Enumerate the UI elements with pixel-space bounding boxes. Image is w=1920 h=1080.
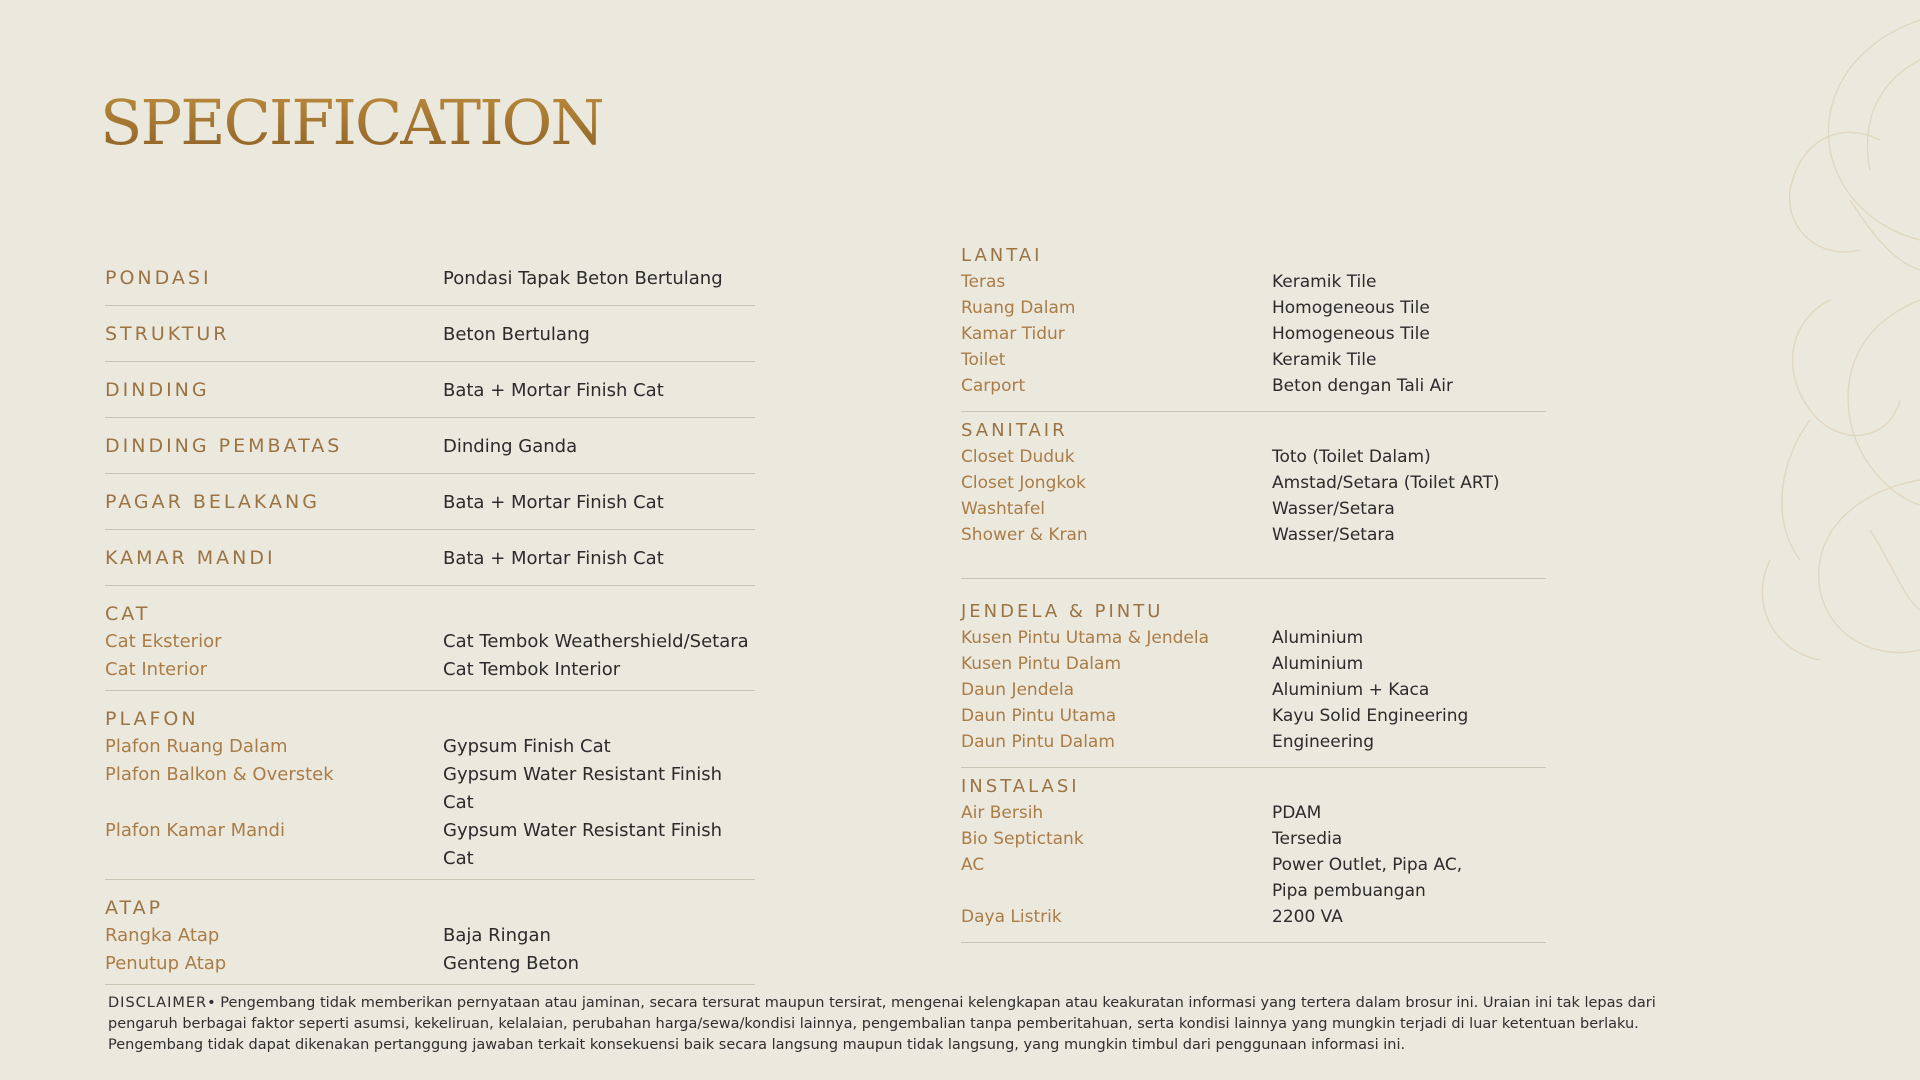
- spec-label: Plafon Kamar Mandi: [105, 820, 285, 841]
- spec-column-right: [961, 243, 1546, 943]
- spec-label: Cat Interior: [105, 659, 208, 680]
- spec-label: PAGAR BELAKANG: [105, 491, 320, 513]
- spec-value: Genteng Beton: [443, 953, 580, 974]
- spec-value: Aluminium: [1272, 628, 1364, 648]
- spec-label: Rangka Atap: [105, 925, 220, 946]
- spec-value: Cat Tembok Weathershield/Setara: [443, 631, 749, 652]
- spec-value: Keramik Tile: [1272, 350, 1377, 370]
- spec-group-sanitair: [961, 412, 1546, 579]
- spec-value: Gypsum Finish Cat: [443, 736, 611, 757]
- spec-label: DINDING PEMBATAS: [105, 435, 343, 457]
- disclaimer-label: DISCLAIMER: [108, 995, 208, 1011]
- spec-group-atap: [105, 880, 755, 985]
- spec-value: Bata + Mortar Finish Cat: [443, 380, 664, 401]
- spec-label: Teras: [961, 272, 1006, 292]
- spec-value: Keramik Tile: [1272, 272, 1377, 292]
- spec-label: Toilet: [961, 350, 1006, 370]
- page-title: SPECIFICATION: [100, 86, 603, 159]
- spec-value: Homogeneous Tile: [1272, 324, 1430, 344]
- spec-row: [105, 474, 755, 530]
- spec-row: [105, 306, 755, 362]
- spec-label: Closet Duduk: [961, 447, 1075, 467]
- spec-label: Daya Listrik: [961, 907, 1062, 927]
- spec-label: DINDING: [105, 379, 210, 401]
- spec-value: Toto (Toilet Dalam): [1272, 447, 1431, 467]
- spec-group-title: ATAP: [105, 897, 164, 919]
- spec-group-jendela-pintu: [961, 579, 1546, 768]
- spec-label: KAMAR MANDI: [105, 547, 276, 569]
- spec-column-left: [105, 250, 755, 985]
- spec-label: Air Bersih: [961, 803, 1044, 823]
- spec-label: STRUKTUR: [105, 323, 230, 345]
- spec-value: Homogeneous Tile: [1272, 298, 1430, 318]
- spec-label: Ruang Dalam: [961, 298, 1076, 318]
- spec-value: Kayu Solid Engineering: [1272, 706, 1469, 726]
- spec-label: Kusen Pintu Utama & Jendela: [961, 628, 1209, 648]
- spec-value: Engineering: [1272, 732, 1374, 752]
- spec-value: Tersedia: [1272, 829, 1343, 849]
- spec-label: Plafon Ruang Dalam: [105, 736, 288, 757]
- spec-value: 2200 VA: [1272, 907, 1343, 927]
- disclaimer: DISCLAIMER• Pengembang tidak memberikan pernyataan atau jaminan, secara tersurat maupun tersirat, mengenai kelengkapan atau keakuratan informasi yang tertera dalam brosur ini. Uraian ini tak lepas dari pengaruh berbagai faktor seperti asumsi, kekeliruan, kelalaian, perubahan harga/sewa/kondisi lainnya, pengembalian tanpa pemberitahuan, serta kondisi lainnya yang mungkin terjadi di luar ketentuan berlaku. Pengembang tidak dapat dikenakan pertanggung jawaban terkait konsekuensi baik secara langsung maupun tidak langsung, yang mungkin timbul dari penggunaan informasi ini.: [108, 995, 1656, 1053]
- spec-value: Beton dengan Tali Air: [1272, 376, 1453, 396]
- spec-value: Amstad/Setara (Toilet ART): [1272, 473, 1500, 493]
- floral-decoration-icon: [1620, 0, 1920, 760]
- spec-value: Wasser/Setara: [1272, 499, 1395, 519]
- spec-label: Cat Eksterior: [105, 631, 222, 652]
- spec-row: [105, 362, 755, 418]
- spec-label: Washtafel: [961, 499, 1046, 519]
- spec-value: Gypsum Water Resistant Finish Cat: [443, 764, 723, 813]
- spec-label: Plafon Balkon & Overstek: [105, 764, 334, 785]
- spec-value: Bata + Mortar Finish Cat: [443, 548, 664, 569]
- spec-label: Shower & Kran: [961, 525, 1088, 545]
- spec-value: Dinding Ganda: [443, 436, 578, 457]
- spec-group-title: INSTALASI: [961, 776, 1080, 797]
- spec-group-instalasi: [961, 768, 1546, 943]
- disclaimer-text: Pengembang tidak memberikan pernyataan atau jaminan, secara tersurat maupun tersirat, mengenai kelengkapan atau keakuratan informasi yang tertera dalam brosur ini. Uraian ini tak lepas dari pengaruh berbagai faktor seperti asumsi, kekeliruan, kelalaian, perubahan harga/sewa/kondisi lainnya, pengembalian tanpa pemberitahuan, serta kondisi lainnya yang mungkin terjadi di luar ketentuan berlaku. Pengembang tidak dapat dikenakan pertanggung jawaban terkait konsekuensi baik secara langsung maupun tidak langsung, yang mungkin timbul dari penggunaan informasi ini.: [108, 995, 1656, 1053]
- spec-group-title: CAT: [105, 603, 151, 625]
- spec-group-title: JENDELA & PINTU: [961, 601, 1164, 622]
- spec-value: Pondasi Tapak Beton Bertulang: [443, 268, 723, 289]
- spec-value: Gypsum Water Resistant Finish Cat: [443, 820, 723, 869]
- spec-group-cat: [105, 586, 755, 691]
- spec-label: Kusen Pintu Dalam: [961, 654, 1121, 674]
- spec-value: Pipa pembuangan: [1272, 881, 1426, 901]
- spec-value: Aluminium: [1272, 654, 1364, 674]
- spec-label: Daun Pintu Dalam: [961, 732, 1115, 752]
- spec-value: Cat Tembok Interior: [443, 659, 621, 680]
- spec-value: PDAM: [1272, 803, 1322, 823]
- spec-group-title: SANITAIR: [961, 420, 1068, 441]
- spec-row: [105, 250, 755, 306]
- spec-value: Bata + Mortar Finish Cat: [443, 492, 664, 513]
- spec-label: Daun Pintu Utama: [961, 706, 1117, 726]
- spec-group-title: LANTAI: [961, 245, 1043, 266]
- spec-label: Bio Septictank: [961, 829, 1084, 849]
- spec-label: Penutup Atap: [105, 953, 227, 974]
- spec-label: PONDASI: [105, 267, 212, 289]
- spec-value: Power Outlet, Pipa AC,: [1272, 855, 1463, 875]
- spec-group-lantai: [961, 243, 1546, 412]
- spec-row: [105, 418, 755, 474]
- spec-label: Carport: [961, 376, 1026, 396]
- spec-value: Wasser/Setara: [1272, 525, 1395, 545]
- spec-group-title: PLAFON: [105, 708, 199, 730]
- spec-row: [105, 530, 755, 586]
- spec-label: Daun Jendela: [961, 680, 1075, 700]
- spec-label: AC: [961, 855, 985, 875]
- spec-value: Aluminium + Kaca: [1272, 680, 1430, 700]
- spec-label: Kamar Tidur: [961, 324, 1065, 344]
- spec-group-plafon: [105, 691, 755, 880]
- spec-value: Baja Ringan: [443, 925, 551, 946]
- spec-label: Closet Jongkok: [961, 473, 1086, 493]
- spec-value: Beton Bertulang: [443, 324, 590, 345]
